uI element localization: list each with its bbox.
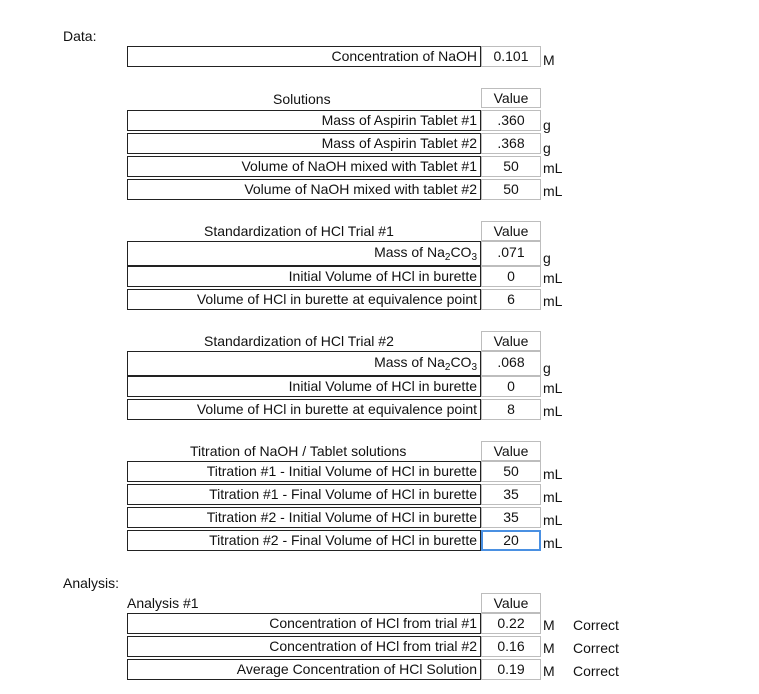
- std2-title: Standardization of HCl Trial #2: [204, 333, 394, 349]
- naoh-concentration-label: Concentration of NaOH: [127, 46, 481, 67]
- solutions-row-value-input[interactable]: .360: [481, 110, 541, 131]
- titration-title: Titration of NaOH / Tablet solutions: [190, 443, 407, 459]
- solutions-row-value-input[interactable]: 50: [481, 179, 541, 200]
- titration-row-unit: mL: [543, 535, 563, 551]
- titration-row-label: Titration #1 - Initial Volume of HCl in burette: [127, 461, 481, 482]
- std1-mass-na2co3-label: Mass of $Na_2CO_3$: [127, 241, 481, 266]
- analysis-row-label: Concentration of HCl from trial #1: [127, 613, 481, 634]
- analysis-row-value-input[interactable]: 0.22: [481, 613, 541, 634]
- std2-row-value-input[interactable]: 0: [481, 376, 541, 397]
- titration-row-unit: mL: [543, 489, 563, 505]
- analysis1-title: Analysis #1: [127, 595, 199, 611]
- std2-row-label: Initial Volume of HCl in burette: [127, 376, 481, 397]
- analysis-row-status: Correct: [573, 617, 619, 633]
- std1-row-label: Initial Volume of HCl in burette: [127, 266, 481, 287]
- std1-row-unit: mL: [543, 293, 563, 309]
- titration-row-value-input-selected[interactable]: 20: [481, 530, 541, 551]
- solutions-row-value-input[interactable]: .368: [481, 133, 541, 154]
- std1-value-header: Value: [481, 221, 541, 241]
- std2-mass-unit: g: [543, 360, 551, 376]
- std2-row-unit: mL: [543, 380, 563, 396]
- solutions-row-value-input[interactable]: 50: [481, 156, 541, 177]
- std1-title: Standardization of HCl Trial #1: [204, 223, 394, 239]
- titration-row-label: Titration #2 - Initial Volume of HCl in burette: [127, 507, 481, 528]
- solutions-row-label: Volume of NaOH mixed with Tablet #1: [127, 156, 481, 177]
- std1-row-unit: mL: [543, 270, 563, 286]
- solutions-row-unit: g: [543, 117, 551, 133]
- titration-row-unit: mL: [543, 466, 563, 482]
- std2-mass-na2co3-label: Mass of $Na_2CO_3$: [127, 351, 481, 376]
- std2-mass-value-input[interactable]: .068: [481, 351, 541, 376]
- std1-row-value-input[interactable]: 0: [481, 266, 541, 287]
- analysis-row-unit: M: [543, 663, 555, 679]
- std2-row-label: Volume of HCl in burette at equivalence point: [127, 399, 481, 420]
- analysis-heading: Analysis:: [63, 575, 120, 591]
- solutions-row-unit: g: [543, 140, 551, 156]
- data-heading: Data:: [63, 28, 97, 44]
- std1-mass-value-input[interactable]: .071: [481, 241, 541, 266]
- titration-value-header: Value: [481, 441, 541, 461]
- naoh-concentration-input[interactable]: 0.101: [481, 46, 541, 67]
- solutions-row-unit: mL: [543, 160, 563, 176]
- titration-row-value-input[interactable]: 35: [481, 484, 541, 505]
- analysis-row-unit: M: [543, 617, 555, 633]
- solutions-row-unit: mL: [543, 183, 563, 199]
- std1-row-value-input[interactable]: 6: [481, 289, 541, 310]
- std1-mass-unit: g: [543, 250, 551, 266]
- analysis-row-value-input[interactable]: 0.16: [481, 636, 541, 657]
- std2-value-header: Value: [481, 331, 541, 351]
- titration-row-value-input[interactable]: 35: [481, 507, 541, 528]
- titration-row-value-input[interactable]: 50: [481, 461, 541, 482]
- solutions-row-label: Mass of Aspirin Tablet #1: [127, 110, 481, 131]
- naoh-concentration-unit: M: [543, 52, 555, 68]
- solutions-value-header: Value: [481, 88, 541, 108]
- analysis-row-status: Correct: [573, 640, 619, 656]
- analysis-row-status: Correct: [573, 663, 619, 679]
- solutions-row-label: Mass of Aspirin Tablet #2: [127, 133, 481, 154]
- std2-row-value-input[interactable]: 8: [481, 399, 541, 420]
- analysis1-value-header: Value: [481, 593, 541, 613]
- titration-row-label: Titration #1 - Final Volume of HCl in burette: [127, 484, 481, 505]
- solutions-title: Solutions: [273, 91, 331, 107]
- analysis-row-value-input[interactable]: 0.19: [481, 659, 541, 680]
- std2-row-unit: mL: [543, 403, 563, 419]
- analysis-row-unit: M: [543, 640, 555, 656]
- titration-row-label: Titration #2 - Final Volume of HCl in burette: [127, 530, 481, 551]
- analysis-row-label: Average Concentration of HCl Solution: [127, 659, 481, 680]
- solutions-row-label: Volume of NaOH mixed with tablet #2: [127, 179, 481, 200]
- titration-row-unit: mL: [543, 512, 563, 528]
- std1-row-label: Volume of HCl in burette at equivalence point: [127, 289, 481, 310]
- analysis-row-label: Concentration of HCl from trial #2: [127, 636, 481, 657]
